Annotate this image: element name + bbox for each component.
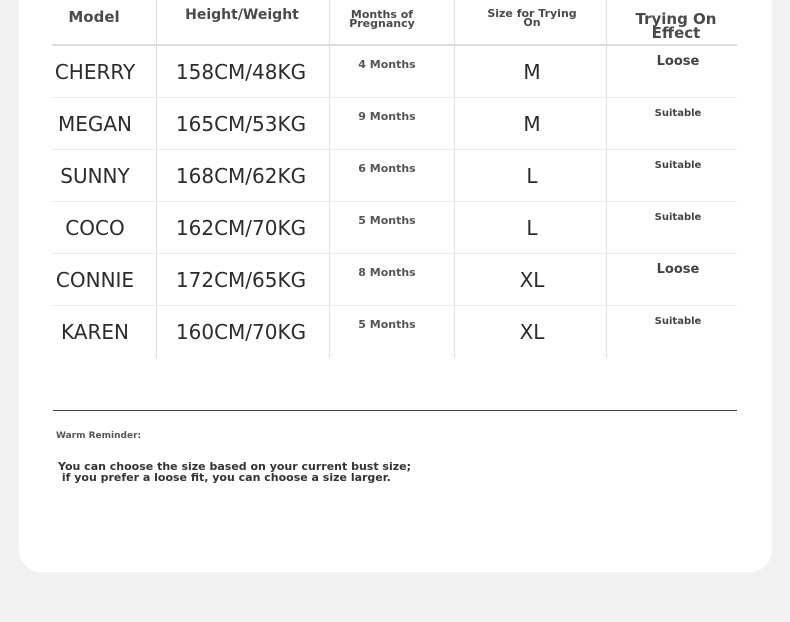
table-row	[52, 46, 737, 98]
effect: Suitable	[654, 316, 702, 327]
height-weight: 160CM/70KG	[175, 320, 307, 344]
size: M	[523, 60, 541, 84]
table-row	[52, 254, 737, 306]
reminder-title: Warm Reminder:	[56, 431, 142, 441]
pregnancy-months: 5 Months	[358, 318, 416, 331]
size: L	[526, 216, 538, 240]
table-row	[52, 306, 737, 358]
header-months: Months of Pregnancy	[349, 8, 415, 30]
effect: Loose	[656, 54, 700, 69]
section-divider	[53, 410, 737, 411]
pregnancy-months: 6 Months	[358, 162, 416, 175]
model-name: KAREN	[61, 320, 129, 344]
pregnancy-months: 4 Months	[358, 58, 416, 71]
pregnancy-months: 8 Months	[358, 266, 416, 279]
effect: Suitable	[654, 160, 702, 171]
model-name: COCO	[65, 216, 125, 240]
effect: Suitable	[654, 212, 702, 223]
header-height-weight: Height/Weight	[185, 7, 299, 23]
header-model: Model	[68, 8, 120, 26]
pregnancy-months: 9 Months	[358, 110, 416, 123]
header-effect: Trying On Effect	[635, 10, 717, 42]
size: XL	[519, 320, 545, 344]
size: XL	[519, 268, 545, 292]
size: L	[526, 164, 538, 188]
model-name: CHERRY	[54, 60, 136, 84]
table-row	[52, 150, 737, 202]
effect: Loose	[656, 262, 700, 277]
model-name: MEGAN	[57, 112, 133, 136]
effect: Suitable	[654, 108, 702, 119]
model-name: CONNIE	[55, 268, 135, 292]
height-weight: 172CM/65KG	[175, 268, 307, 292]
size-table	[52, 0, 737, 360]
reminder-body: You can choose the size based on your current bust size; if you prefer a loose fit, you can choose a size larger.	[58, 460, 412, 484]
height-weight: 158CM/48KG	[175, 60, 307, 84]
height-weight: 162CM/70KG	[175, 216, 307, 240]
height-weight: 165CM/53KG	[175, 112, 307, 136]
model-name: SUNNY	[60, 164, 130, 188]
header-size: Size for Trying On	[487, 7, 577, 29]
height-weight: 168CM/62KG	[175, 164, 307, 188]
size: M	[523, 112, 541, 136]
table-row	[52, 202, 737, 254]
table-row	[52, 98, 737, 150]
pregnancy-months: 5 Months	[358, 214, 416, 227]
